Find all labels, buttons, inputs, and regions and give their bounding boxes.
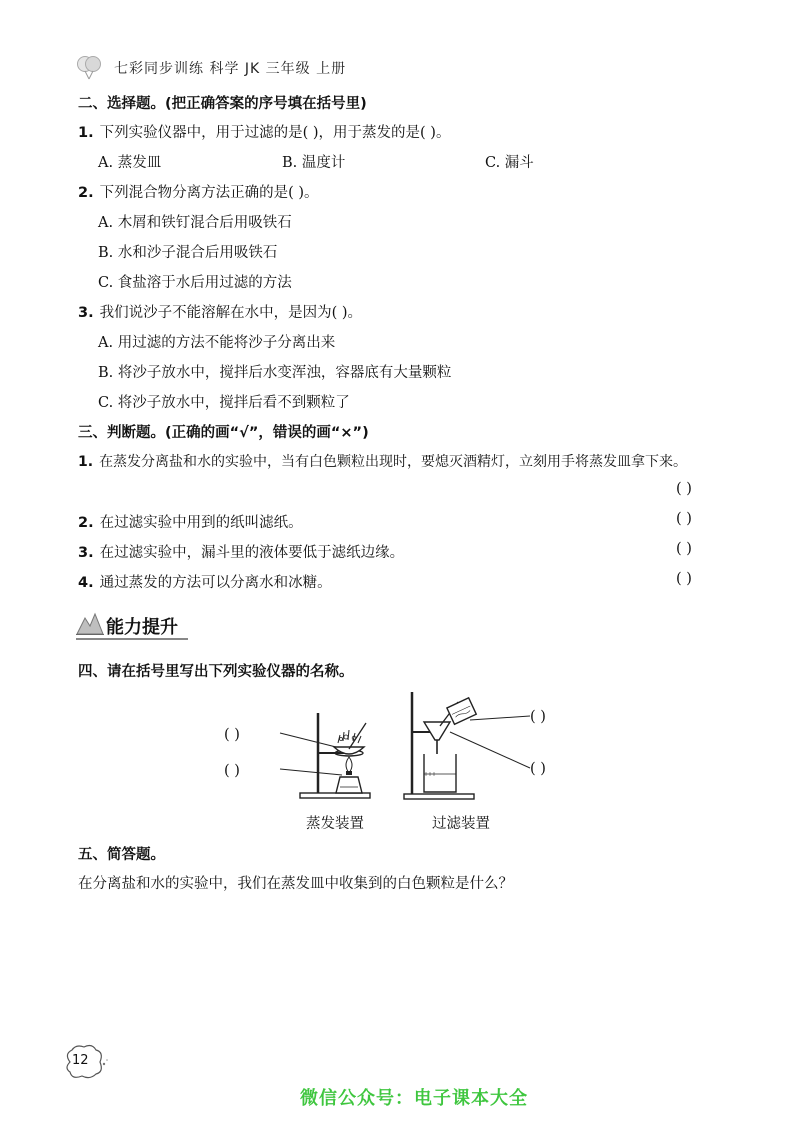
section2-title: 二、选择题。(把正确答案的序号填在括号里)	[78, 96, 367, 112]
watermark-text: 微信公众号：电子课本大全	[300, 1088, 528, 1109]
judge-1-answer-parens[interactable]: ( )	[676, 481, 692, 497]
q3-option-b: B. 将沙子放水中，搅拌后水变浑浊，容器底有大量颗粒	[98, 365, 452, 381]
judge-item-1: 1. 在蒸发分离盐和水的实验中，当有白色颗粒出现时，要熄灭酒精灯，立刻用手将蒸发皿拿下来。	[78, 454, 688, 470]
q3-option-c: C. 将沙子放水中，搅拌后看不到颗粒了	[98, 395, 350, 411]
filter-label-1-parens[interactable]: ( )	[530, 709, 546, 725]
ability-underline	[76, 638, 188, 640]
question-1: 1. 下列实验仪器中，用于过滤的是( )，用于蒸发的是( )。	[78, 125, 451, 141]
evap-label-1-parens[interactable]: ( )	[224, 727, 240, 743]
q2-option-c: C. 食盐溶于水后用过滤的方法	[98, 275, 292, 291]
header-title: 七彩同步训练 科学 JK 三年级 上册	[114, 61, 347, 77]
q1-option-b: B. 温度计	[282, 155, 346, 171]
evaporation-apparatus-diagram	[270, 705, 380, 805]
short-answer-question: 在分离盐和水的实验中，我们在蒸发皿中收集到的白色颗粒是什么？	[78, 876, 513, 892]
mountain-icon	[76, 610, 104, 636]
judge-2-answer-parens[interactable]: ( )	[676, 511, 692, 527]
filtration-apparatus-diagram	[400, 688, 540, 808]
section5-title: 五、简答题。	[78, 847, 165, 863]
section3-title: 三、判断题。(正确的画“√”，错误的画“×”)	[78, 425, 369, 441]
question-2: 2. 下列混合物分离方法正确的是( )。	[78, 185, 319, 201]
judge-item-3: 3. 在过滤实验中，漏斗里的液体要低于滤纸边缘。	[78, 545, 405, 561]
judge-4-answer-parens[interactable]: ( )	[676, 571, 692, 587]
q1-option-a: A. 蒸发皿	[98, 155, 162, 171]
page-number: 12	[72, 1053, 89, 1068]
judge-3-answer-parens[interactable]: ( )	[676, 541, 692, 557]
ability-heading: 能力提升	[106, 617, 178, 638]
judge-item-4: 4. 通过蒸发的方法可以分离水和冰糖。	[78, 575, 332, 591]
evap-label-2-parens[interactable]: ( )	[224, 763, 240, 779]
q1-option-c: C. 漏斗	[485, 155, 534, 171]
section4-title: 四、请在括号里写出下列实验仪器的名称。	[78, 664, 354, 680]
judge-item-2: 2. 在过滤实验中用到的纸叫滤纸。	[78, 515, 303, 531]
balloon-logo-icon	[76, 54, 102, 80]
q2-option-a: A. 木屑和铁钉混合后用吸铁石	[98, 215, 292, 231]
filter-label-2-parens[interactable]: ( )	[530, 761, 546, 777]
q2-option-b: B. 水和沙子混合后用吸铁石	[98, 245, 278, 261]
question-3: 3. 我们说沙子不能溶解在水中，是因为( )。	[78, 305, 363, 321]
q3-option-a: A. 用过滤的方法不能将沙子分离出来	[98, 335, 336, 351]
evaporation-caption: 蒸发装置	[306, 816, 364, 832]
filtration-caption: 过滤装置	[432, 816, 490, 832]
